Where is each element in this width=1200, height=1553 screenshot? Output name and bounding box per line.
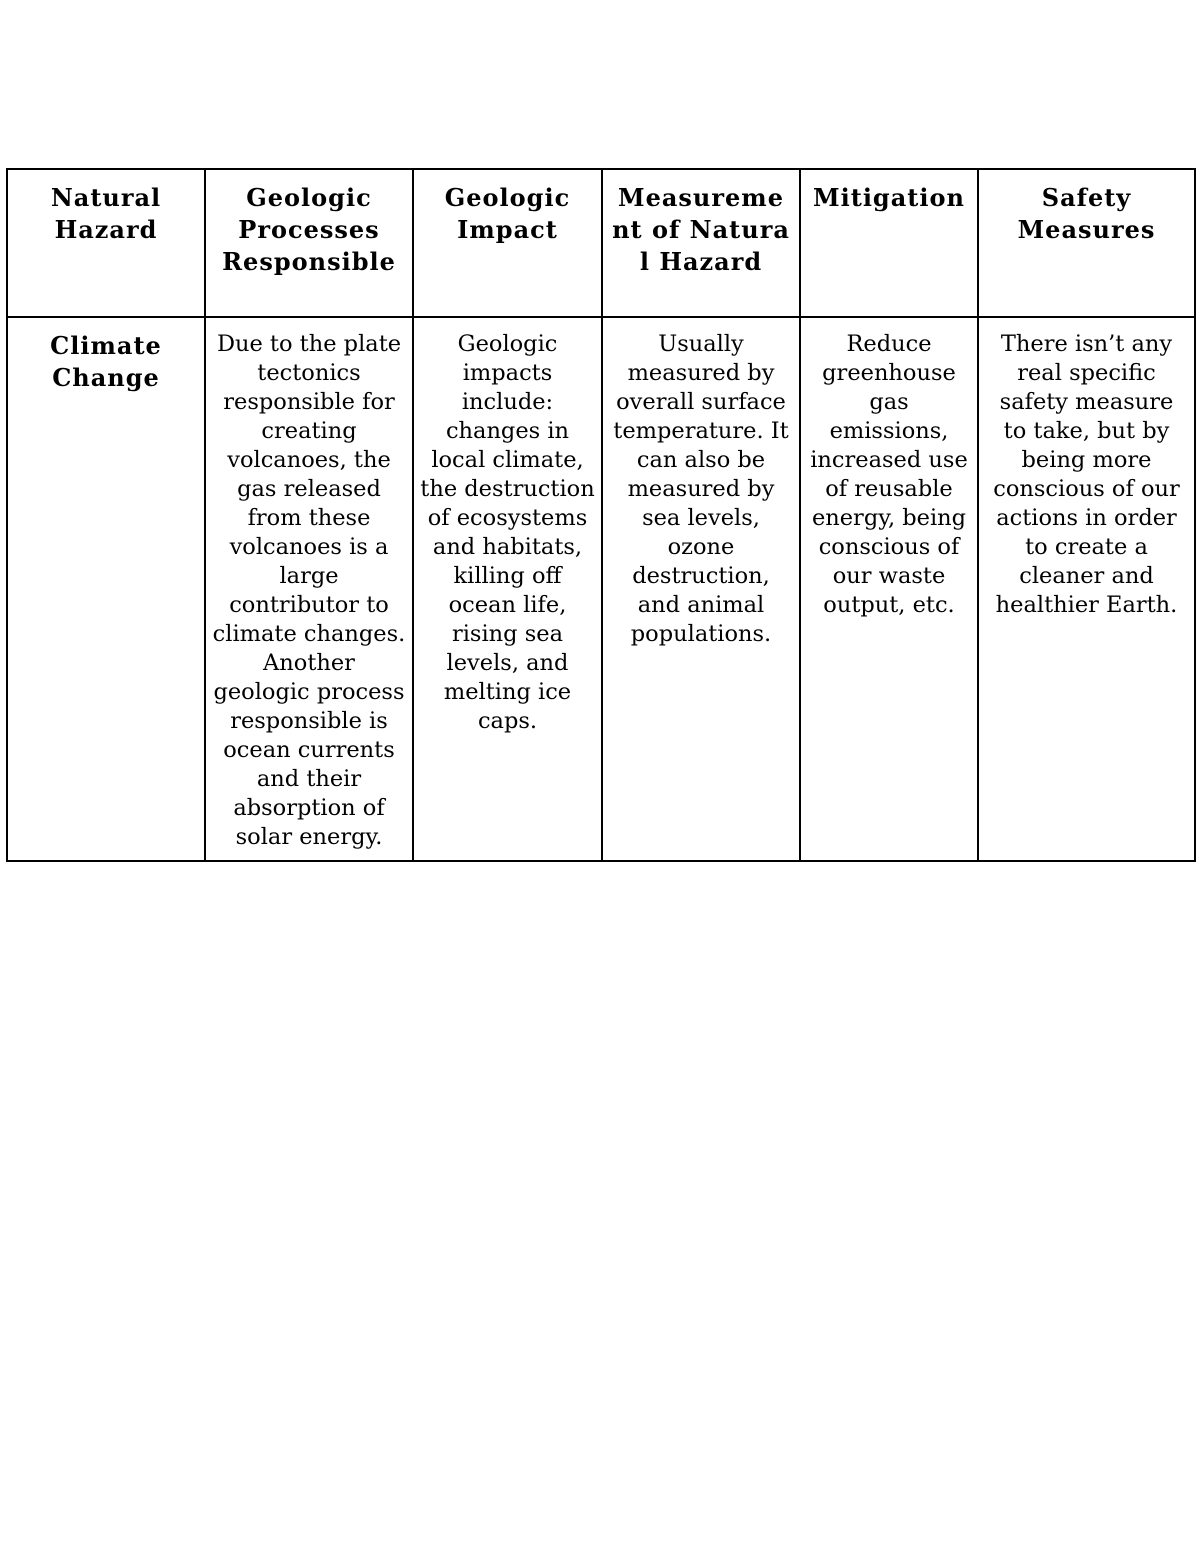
hazard-name: Climate Change	[50, 331, 162, 392]
header-label: Natural Hazard	[50, 183, 162, 244]
header-label: Geologic Impact	[444, 183, 571, 244]
natural-hazard-table	[6, 168, 1196, 862]
header-label: Safety Measures	[1017, 183, 1156, 244]
cell-hazard	[7, 317, 205, 861]
impact-text: Geologic impacts include: changes in local climate, the destruction of ecosystems and habitats, killing off ocean life, rising sea levels, and melting ice caps.	[420, 331, 595, 734]
cell-measurement	[602, 317, 800, 861]
cell-safety	[978, 317, 1195, 861]
safety-text: There isn’t any real specific safety measure to take, but by being more conscious of our actions in order to create a cleaner and healthier Earth.	[993, 331, 1180, 618]
mitigation-text: Reduce greenhouse gas emissions, increased use of reusable energy, being conscious of our waste output, etc.	[810, 331, 968, 618]
table-header-row	[7, 169, 1195, 317]
header-geologic-impact	[413, 169, 602, 317]
cell-mitigation	[800, 317, 978, 861]
cell-impact	[413, 317, 602, 861]
cell-processes	[205, 317, 413, 861]
header-natural-hazard	[7, 169, 205, 317]
measurement-text: Usually measured by overall surface temperature. It can also be measured by sea levels, ozone destruction, and animal populations.	[613, 331, 789, 647]
header-label: Geologic Processes Responsible	[222, 183, 396, 276]
header-label: Mitigation	[813, 183, 965, 212]
header-safety-measures	[978, 169, 1195, 317]
header-label: Measurement of Natural Hazard	[612, 183, 790, 276]
header-measurement	[602, 169, 800, 317]
processes-text: Due to the plate tectonics responsible for creating volcanoes, the gas released from these volcanoes is a large contributor to climate changes. Another geologic process responsible is ocean currents and their absorption of solar energy.	[212, 331, 406, 850]
header-mitigation	[800, 169, 978, 317]
header-geologic-processes	[205, 169, 413, 317]
table-row	[7, 317, 1195, 861]
